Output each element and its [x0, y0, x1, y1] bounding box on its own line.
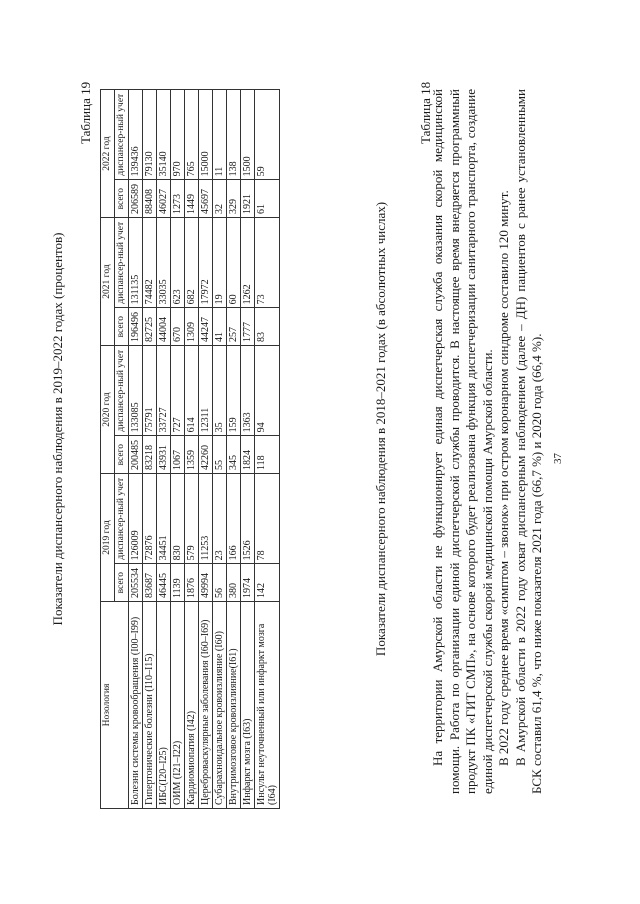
nosology-header: Нозология	[101, 602, 129, 809]
value-cell: 138	[227, 90, 241, 180]
value-cell: 61	[255, 180, 280, 218]
value-cell: 19	[213, 218, 227, 308]
nosology-cell: ОИМ (I21–I22)	[171, 602, 185, 809]
table-19-caption: Показатели диспансерного наблюдения в 2019–2022 годах (процентов)	[50, 232, 65, 626]
value-cell: 1974	[241, 564, 255, 602]
value-cell: 59	[255, 90, 280, 180]
header-row-years	[101, 90, 115, 809]
value-cell: 670	[171, 308, 185, 346]
value-cell: 79130	[143, 90, 157, 180]
value-cell: 166	[227, 474, 241, 564]
value-cell: 46027	[157, 180, 171, 218]
value-cell: 23	[213, 474, 227, 564]
value-cell: 56	[213, 564, 227, 602]
table-row	[199, 90, 213, 809]
table-row	[171, 90, 185, 809]
value-cell: 329	[227, 180, 241, 218]
value-cell: 82725	[143, 308, 157, 346]
value-cell: 765	[185, 90, 199, 180]
table-row	[129, 90, 143, 809]
value-cell: 1067	[171, 436, 185, 474]
value-cell: 11253	[199, 474, 213, 564]
paragraph: В Амурской области в 2022 году охват диспансерным наблюдением (далее – ДН) пациентов с ранее установленными БСК составил 61,4 %, что ниже показателя 2021 года (66,7 %) и 2020 года (66,4 %).	[512, 89, 544, 794]
table-body	[129, 90, 280, 809]
value-cell: 1363	[241, 346, 255, 436]
value-cell: 1824	[241, 436, 255, 474]
value-cell: 55	[213, 436, 227, 474]
table-18-label: Таблица 18	[418, 81, 433, 144]
value-cell: 1273	[171, 180, 185, 218]
table-row	[157, 90, 171, 809]
sub-header-disp: диспансер-ный учет	[115, 90, 129, 180]
intro-text	[430, 89, 546, 794]
sub-header-all: всего	[115, 564, 129, 602]
value-cell: 1139	[171, 564, 185, 602]
value-cell: 94	[255, 346, 280, 436]
value-cell: 623	[171, 218, 185, 308]
value-cell: 380	[227, 564, 241, 602]
value-cell: 72876	[143, 474, 157, 564]
value-cell: 12311	[199, 346, 213, 436]
year-header: 2020 год	[101, 346, 115, 474]
value-cell: 205534	[129, 564, 143, 602]
sub-header-all: всего	[115, 308, 129, 346]
table-19-label: Таблица 19	[78, 81, 93, 144]
value-cell: 1921	[241, 180, 255, 218]
nosology-cell: Субарахноидальное кровоизлияние (I60)	[213, 602, 227, 809]
year-header: 2019 год	[101, 474, 115, 602]
value-cell: 1526	[241, 474, 255, 564]
nosology-cell: ИБС(I20–I25)	[157, 602, 171, 809]
year-header: 2021 год	[101, 218, 115, 346]
value-cell: 118	[255, 436, 280, 474]
sub-header-all: всего	[115, 436, 129, 474]
dispensary-table	[100, 89, 280, 809]
nosology-cell: Внутримозговое кровоизлияние(I61)	[227, 602, 241, 809]
value-cell: 1449	[185, 180, 199, 218]
value-cell: 60	[227, 218, 241, 308]
value-cell: 1359	[185, 436, 199, 474]
value-cell: 142	[255, 564, 280, 602]
value-cell: 83	[255, 308, 280, 346]
value-cell: 15000	[199, 90, 213, 180]
value-cell: 34451	[157, 474, 171, 564]
value-cell: 83687	[143, 564, 157, 602]
value-cell: 1309	[185, 308, 199, 346]
sub-header-disp: диспансер-ный учет	[115, 346, 129, 436]
value-cell: 75791	[143, 346, 157, 436]
value-cell: 49994	[199, 564, 213, 602]
value-cell: 970	[171, 90, 185, 180]
value-cell: 45697	[199, 180, 213, 218]
table-row	[241, 90, 255, 809]
value-cell: 206589	[129, 180, 143, 218]
value-cell: 44004	[157, 308, 171, 346]
value-cell: 682	[185, 218, 199, 308]
table-18-caption: Показатели диспансерного наблюдения в 2018–2021 годах (в абсолютных числах)	[373, 201, 388, 657]
nosology-cell: Инфаркт мозга (I63)	[241, 602, 255, 809]
nosology-cell: Кардиомиопатия (I42)	[185, 602, 199, 809]
value-cell: 345	[227, 436, 241, 474]
value-cell: 35140	[157, 90, 171, 180]
value-cell: 11	[213, 90, 227, 180]
value-cell: 17972	[199, 218, 213, 308]
value-cell: 88408	[143, 180, 157, 218]
value-cell: 1500	[241, 90, 255, 180]
value-cell: 44247	[199, 308, 213, 346]
nosology-cell: Болезни системы кровообращения (I00–I99)	[129, 602, 143, 809]
value-cell: 74482	[143, 218, 157, 308]
value-cell: 33727	[157, 346, 171, 436]
value-cell: 196496	[129, 308, 143, 346]
value-cell: 131135	[129, 218, 143, 308]
value-cell: 727	[171, 346, 185, 436]
value-cell: 133085	[129, 346, 143, 436]
value-cell: 41	[213, 308, 227, 346]
sub-header-all: всего	[115, 180, 129, 218]
value-cell: 257	[227, 308, 241, 346]
value-cell: 32	[213, 180, 227, 218]
value-cell: 139436	[129, 90, 143, 180]
page-number: 37	[552, 453, 564, 464]
value-cell: 43931	[157, 436, 171, 474]
table-row	[255, 90, 280, 809]
value-cell: 35	[213, 346, 227, 436]
value-cell: 614	[185, 346, 199, 436]
nosology-cell: Цереброваскулярные заболевания (I60–I69)	[199, 602, 213, 809]
value-cell: 159	[227, 346, 241, 436]
value-cell: 1777	[241, 308, 255, 346]
value-cell: 42260	[199, 436, 213, 474]
table-row	[213, 90, 227, 809]
value-cell: 126009	[129, 474, 143, 564]
table-row	[143, 90, 157, 809]
year-header: 2022 год	[101, 90, 115, 218]
paragraph: На территории Амурской области не функционирует единая диспетчерская служба оказания скорой медицинской помощи. Работа по организации единой диспетчерской службы проводится. В настоящее время внедряется программный продукт ПК «ГИТ СМП», на основе которого будет реализована функция диспетчеризации санитарного транспорта, создание единой диспетчерской службы скорой медицинской помощи Амурской области.	[430, 89, 495, 794]
value-cell: 1876	[185, 564, 199, 602]
value-cell: 78	[255, 474, 280, 564]
nosology-cell: Инсульт неуточненный или инфаркт мозга (I64)	[255, 602, 280, 809]
value-cell: 1262	[241, 218, 255, 308]
value-cell: 46445	[157, 564, 171, 602]
paragraph: В 2022 году среднее время «симптом – звонок» при остром коронарном синдроме составило 120 минут.	[496, 190, 511, 766]
table-row	[185, 90, 199, 809]
sub-header-disp: диспансер-ный учет	[115, 218, 129, 308]
value-cell: 579	[185, 474, 199, 564]
value-cell: 83218	[143, 436, 157, 474]
sub-header-disp: диспансер-ный учет	[115, 474, 129, 564]
value-cell: 73	[255, 218, 280, 308]
value-cell: 830	[171, 474, 185, 564]
table-row	[227, 90, 241, 809]
value-cell: 33035	[157, 218, 171, 308]
value-cell: 200485	[129, 436, 143, 474]
nosology-cell: Гипертонические болезни (I10–I15)	[143, 602, 157, 809]
